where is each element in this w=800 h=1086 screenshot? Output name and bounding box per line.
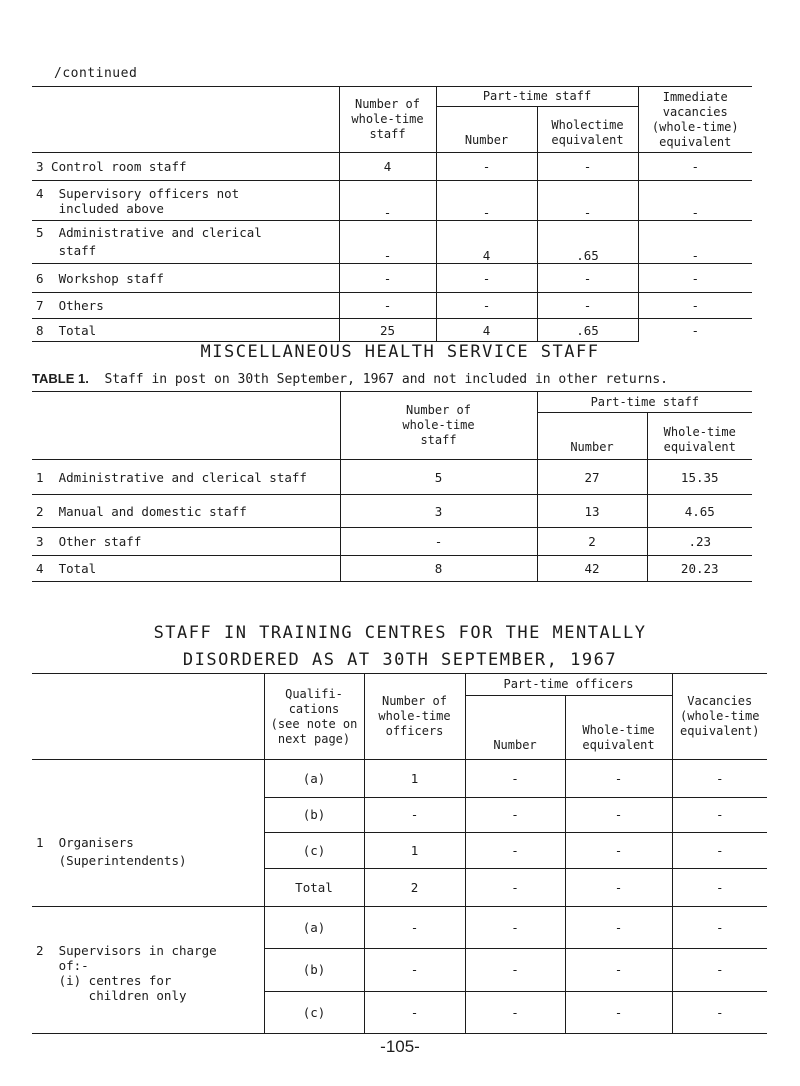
table-row: (b) - - - - <box>32 949 767 991</box>
table-row: (b) - - - - <box>32 797 767 832</box>
table-continued <box>32 86 752 342</box>
table-row: 8 Total 25 4 .65 - <box>32 319 752 342</box>
header-part-wte: Whole-time equivalent <box>647 413 752 460</box>
table-row: (c) 1 - - - <box>32 832 767 868</box>
header-part-wte: Whole-time equivalent <box>565 696 672 760</box>
header-part-number: Number <box>465 696 565 760</box>
table-row: (c) - - - - <box>32 991 767 1033</box>
table-row: 7 Others - - - - <box>32 293 752 319</box>
table-row: Total 2 - - - <box>32 869 767 907</box>
continued-label: /continued <box>54 66 138 81</box>
table-1 <box>32 391 752 582</box>
table-1-caption: TABLE 1. Staff in post on 30th September, 1967 and not included in other returns. <box>32 371 669 387</box>
table-row: 2 Supervisors in charge of:- (i) centres for children only (a) - - - - <box>32 907 767 949</box>
table-training-centres <box>32 673 767 1034</box>
header-whole-time-officers: Number of whole-time officers <box>364 674 465 760</box>
group-supervisors-label: 2 Supervisors in charge of:- (i) centres for children only <box>32 907 264 1034</box>
table-row: 1 Administrative and clerical staff 5 27 15.35 <box>32 460 752 495</box>
header-part-number: Number <box>436 107 537 153</box>
section-title-training-line1: STAFF IN TRAINING CENTRES FOR THE MENTALLY <box>153 623 647 643</box>
header-qualifications: Qualifi- cations (see note on next page) <box>264 674 364 760</box>
header-part-number: Number <box>537 413 647 460</box>
header-part-time: Part-time staff <box>537 392 752 413</box>
page-number: -105- <box>380 1037 420 1056</box>
table-row: 3 Control room staff 4 - - - <box>32 153 752 181</box>
table-row: 1 Organisers (Superintendents) (a) 1 - - - <box>32 760 767 798</box>
table-row: 3 Other staff - 2 .23 <box>32 528 752 556</box>
table-row: 6 Workshop staff - - - - <box>32 264 752 293</box>
section-title-training-line2: DISORDERED AS AT 30TH SEPTEMBER, 1967 <box>182 650 618 670</box>
header-part-time: Part-time staff <box>436 87 638 107</box>
table-row: 4 Supervisory officers not included above - - - - <box>32 181 752 221</box>
section-title-miscellaneous: MISCELLANEOUS HEALTH SERVICE STAFF <box>200 342 600 362</box>
group-organisers-label: 1 Organisers (Superintendents) <box>32 760 264 907</box>
table-row: 5 Administrative and clerical staff - 4 .65 - <box>32 221 752 264</box>
table-row: 2 Manual and domestic staff 3 13 4.65 <box>32 495 752 528</box>
header-vacancies: Vacancies (whole-time equivalent) <box>672 674 767 760</box>
header-whole-time: Number of whole-time staff <box>340 392 537 460</box>
header-vacancies: Immediate vacancies (whole-time) equivalent <box>638 87 752 153</box>
header-part-wte: Wholectime equivalent <box>537 107 638 153</box>
header-whole-time: Number of whole-time staff <box>339 87 436 153</box>
header-part-time-officers: Part-time officers <box>465 674 672 696</box>
table-row: 4 Total 8 42 20.23 <box>32 556 752 582</box>
